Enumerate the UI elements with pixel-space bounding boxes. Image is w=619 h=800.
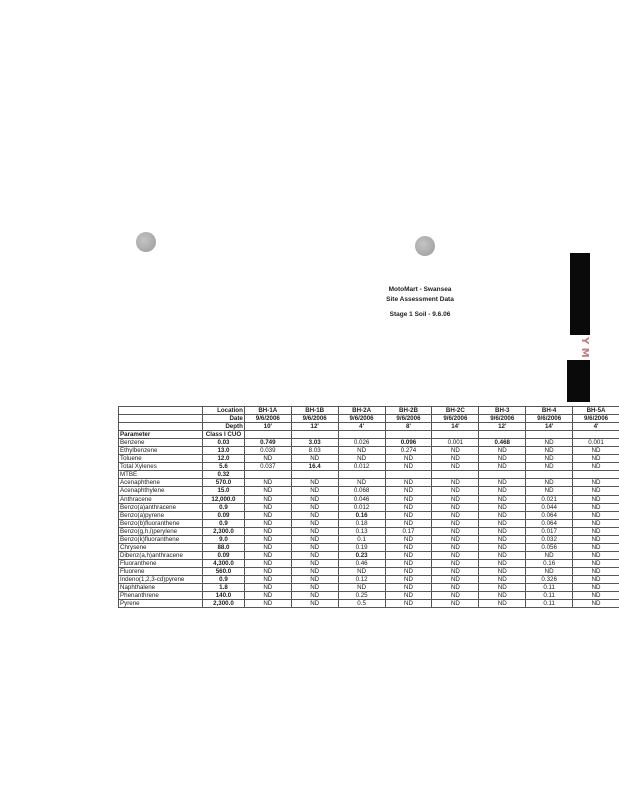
table-row (119, 447, 619, 455)
header-label: Location (203, 407, 245, 415)
data-cell: ND (432, 575, 479, 583)
data-cell: ND (432, 543, 479, 551)
header-cell: 9/6/2006 (244, 415, 291, 423)
data-cell: ND (291, 519, 338, 527)
table-row (119, 511, 619, 519)
data-cell: ND (432, 559, 479, 567)
header-cell: 12' (479, 423, 526, 431)
data-cell: ND (479, 447, 526, 455)
data-cell: ND (432, 463, 479, 471)
blank-cell (291, 431, 338, 439)
data-cell: ND (385, 455, 432, 463)
header-cell: BH-4 (526, 407, 573, 415)
data-cell: 0.001 (432, 439, 479, 447)
header-blank (119, 423, 203, 431)
table-row (119, 471, 619, 479)
header-cell: BH-2C (432, 407, 479, 415)
parameter-name: Total Xylenes (119, 463, 203, 471)
blank-cell (338, 431, 385, 439)
class-limit: 12.0 (203, 455, 245, 463)
data-cell: 0.037 (244, 463, 291, 471)
parameter-name: Fluoranthene (119, 559, 203, 567)
header-cell: 12' (291, 423, 338, 431)
data-cell: 0.46 (338, 559, 385, 567)
margin-stamp: Y M (579, 337, 590, 358)
data-cell: 0.17 (385, 527, 432, 535)
data-cell: ND (526, 455, 573, 463)
table-row (119, 551, 619, 559)
table-row (119, 575, 619, 583)
data-cell: 0.044 (526, 503, 573, 511)
data-cell: 16.4 (291, 463, 338, 471)
parameter-name: Pyrene (119, 600, 203, 608)
data-cell: ND (573, 487, 619, 495)
data-cell: ND (432, 600, 479, 608)
class-limit: 0.9 (203, 503, 245, 511)
data-cell: 3.03 (291, 439, 338, 447)
data-cell: ND (573, 584, 619, 592)
class-limit: 0.03 (203, 439, 245, 447)
data-cell: ND (244, 567, 291, 575)
parameter-name: Toluene (119, 455, 203, 463)
data-cell: 0.056 (526, 543, 573, 551)
data-cell: ND (573, 559, 619, 567)
data-cell: ND (432, 584, 479, 592)
data-cell: 0.039 (244, 447, 291, 455)
data-cell: 0.11 (526, 592, 573, 600)
data-cell: ND (244, 584, 291, 592)
data-cell: 0.021 (526, 495, 573, 503)
blank-cell (432, 431, 479, 439)
data-cell: 0.064 (526, 519, 573, 527)
parameter-name: Phenanthrene (119, 592, 203, 600)
data-cell: ND (338, 447, 385, 455)
stage-line: Stage 1 Soil - 9.6.06 (389, 311, 451, 318)
data-cell: ND (479, 551, 526, 559)
header-blank (119, 407, 203, 415)
class-limit: 2,300.0 (203, 527, 245, 535)
data-cell: 0.749 (244, 439, 291, 447)
data-cell: ND (479, 543, 526, 551)
data-cell: ND (385, 487, 432, 495)
data-cell: ND (385, 479, 432, 487)
data-cell: ND (573, 551, 619, 559)
data-cell: ND (479, 455, 526, 463)
data-cell: ND (573, 527, 619, 535)
table-row (119, 559, 619, 567)
parameter-name: Acenaphthene (119, 479, 203, 487)
data-cell: ND (291, 527, 338, 535)
data-cell: ND (573, 455, 619, 463)
parameter-name: Benzo(b)fluoranthene (119, 519, 203, 527)
table-row (119, 479, 619, 487)
data-cell: ND (385, 519, 432, 527)
header-cell: BH-5A (573, 407, 619, 415)
table-row (119, 592, 619, 600)
header-cell: BH-1B (291, 407, 338, 415)
data-cell: ND (526, 551, 573, 559)
data-cell: ND (479, 559, 526, 567)
data-cell: ND (573, 479, 619, 487)
data-cell: ND (526, 567, 573, 575)
header-cell: 10' (244, 423, 291, 431)
data-cell: ND (573, 447, 619, 455)
header-cell: 9/6/2006 (526, 415, 573, 423)
data-cell: ND (244, 559, 291, 567)
data-cell: ND (385, 600, 432, 608)
data-cell: ND (573, 567, 619, 575)
data-cell: ND (291, 503, 338, 511)
table-row (119, 487, 619, 495)
parameter-name: Benzo(a)anthracene (119, 503, 203, 511)
data-cell: 0.274 (385, 447, 432, 455)
table-row (119, 600, 619, 608)
data-cell: ND (244, 519, 291, 527)
data-cell: 0.13 (338, 527, 385, 535)
data-cell: ND (573, 519, 619, 527)
header-cell: 9/6/2006 (385, 415, 432, 423)
data-cell: ND (244, 479, 291, 487)
data-cell: ND (291, 495, 338, 503)
parameter-name: MTBE (119, 471, 203, 479)
data-cell: ND (385, 495, 432, 503)
data-cell: ND (244, 600, 291, 608)
data-cell: ND (479, 503, 526, 511)
data-cell: ND (573, 511, 619, 519)
header-cell: BH-2A (338, 407, 385, 415)
class-limit: 0.9 (203, 519, 245, 527)
class-limit: 1.8 (203, 584, 245, 592)
data-cell: ND (291, 567, 338, 575)
data-cell: ND (479, 527, 526, 535)
header-cell: BH-1A (244, 407, 291, 415)
title-line: MotoMart - Swansea (388, 286, 452, 293)
data-cell: ND (291, 600, 338, 608)
data-cell: ND (291, 487, 338, 495)
data-cell: 0.468 (479, 439, 526, 447)
parameter-header: Parameter (119, 431, 203, 439)
data-cell: ND (338, 567, 385, 575)
redaction-bar-top (570, 253, 590, 335)
parameter-name: Indeno(1,2,3-cd)pyrene (119, 575, 203, 583)
parameter-name: Anthracene (119, 495, 203, 503)
blank-cell (385, 431, 432, 439)
data-cell: 0.032 (526, 535, 573, 543)
table-row (119, 543, 619, 551)
data-cell: ND (338, 455, 385, 463)
parameter-name: Dibenz(a,h)anthracene (119, 551, 203, 559)
data-cell: ND (479, 463, 526, 471)
data-cell: ND (291, 543, 338, 551)
header-cell: 4' (338, 423, 385, 431)
data-cell: 0.012 (338, 503, 385, 511)
data-cell: ND (479, 519, 526, 527)
data-cell: ND (291, 455, 338, 463)
table-row (119, 439, 619, 447)
data-cell: ND (479, 600, 526, 608)
data-cell: ND (479, 584, 526, 592)
data-cell: 0.012 (338, 463, 385, 471)
data-cell: ND (338, 584, 385, 592)
data-cell: ND (244, 527, 291, 535)
data-cell: ND (291, 592, 338, 600)
header-cell: 9/6/2006 (432, 415, 479, 423)
data-cell: 0.11 (526, 600, 573, 608)
parameter-name: Naphthalene (119, 584, 203, 592)
data-cell: ND (573, 592, 619, 600)
data-cell: 0.11 (526, 584, 573, 592)
data-cell (385, 471, 432, 479)
data-cell: ND (385, 543, 432, 551)
data-cell: ND (526, 439, 573, 447)
class-limit: 2,300.0 (203, 600, 245, 608)
data-cell: 0.017 (526, 527, 573, 535)
data-cell: 0.068 (338, 487, 385, 495)
data-cell: ND (291, 584, 338, 592)
data-cell: ND (338, 479, 385, 487)
parameter-name: Ethylbenzene (119, 447, 203, 455)
blank-cell (479, 431, 526, 439)
data-cell: ND (573, 600, 619, 608)
data-cell: ND (432, 495, 479, 503)
parameter-name: Fluorene (119, 567, 203, 575)
class-limit: 4,300.0 (203, 559, 245, 567)
data-cell: 0.1 (338, 535, 385, 543)
data-cell: ND (385, 463, 432, 471)
data-cell: ND (479, 535, 526, 543)
header-row (119, 423, 619, 431)
data-cell: ND (385, 511, 432, 519)
class-limit: 15.0 (203, 487, 245, 495)
punch-hole-left (136, 232, 156, 252)
data-cell: ND (432, 567, 479, 575)
data-cell: ND (385, 567, 432, 575)
header-cell: 9/6/2006 (338, 415, 385, 423)
data-cell: ND (479, 495, 526, 503)
parameter-name: Benzene (119, 439, 203, 447)
class-limit: 5.6 (203, 463, 245, 471)
class-limit: 0.32 (203, 471, 245, 479)
header-cell: BH-2B (385, 407, 432, 415)
data-cell: ND (479, 575, 526, 583)
parameter-name: Benzo(g,h,i)perylene (119, 527, 203, 535)
table-row (119, 455, 619, 463)
data-cell: ND (573, 575, 619, 583)
data-cell: ND (385, 592, 432, 600)
class-limit: 140.0 (203, 592, 245, 600)
data-cell: ND (244, 551, 291, 559)
data-cell: 0.096 (385, 439, 432, 447)
data-cell: ND (479, 511, 526, 519)
class-limit: 0.09 (203, 551, 245, 559)
punch-hole-right (415, 236, 435, 256)
subtitle-line: Site Assessment Data (386, 296, 454, 303)
data-cell: ND (479, 479, 526, 487)
data-cell: ND (385, 551, 432, 559)
data-cell (573, 471, 619, 479)
data-cell (244, 471, 291, 479)
data-cell: ND (291, 511, 338, 519)
data-cell: ND (432, 535, 479, 543)
class-limit: 13.0 (203, 447, 245, 455)
data-cell: ND (244, 535, 291, 543)
data-cell: 0.064 (526, 511, 573, 519)
data-cell: 0.5 (338, 600, 385, 608)
header-cell: 14' (526, 423, 573, 431)
data-cell: ND (244, 592, 291, 600)
table-row (119, 527, 619, 535)
data-cell: ND (432, 511, 479, 519)
blank-cell (573, 431, 619, 439)
data-cell: ND (291, 479, 338, 487)
data-cell (479, 471, 526, 479)
class-limit: 88.0 (203, 543, 245, 551)
parameter-name: Acenaphthylene (119, 487, 203, 495)
blank-cell (526, 431, 573, 439)
data-cell: 0.046 (338, 495, 385, 503)
header-label: Depth (203, 423, 245, 431)
data-cell: ND (385, 503, 432, 511)
data-cell: ND (244, 511, 291, 519)
header-cell: 8' (385, 423, 432, 431)
table-row (119, 519, 619, 527)
data-cell: ND (244, 455, 291, 463)
data-cell: ND (432, 592, 479, 600)
soil-data-table (118, 406, 619, 608)
parameter-name: Benzo(a)pyrene (119, 511, 203, 519)
data-cell: ND (432, 479, 479, 487)
header-cell: 9/6/2006 (479, 415, 526, 423)
data-cell: ND (385, 584, 432, 592)
data-cell: ND (432, 527, 479, 535)
header-row (119, 407, 619, 415)
table-row (119, 584, 619, 592)
data-cell: ND (526, 487, 573, 495)
data-cell: 0.16 (526, 559, 573, 567)
data-cell: 8.03 (291, 447, 338, 455)
data-cell: ND (526, 447, 573, 455)
data-cell: ND (573, 463, 619, 471)
class-limit: 9.0 (203, 535, 245, 543)
data-cell (526, 471, 573, 479)
data-cell: ND (573, 503, 619, 511)
document-title-block (340, 285, 500, 320)
table-row (119, 503, 619, 511)
data-cell: 0.326 (526, 575, 573, 583)
data-cell: ND (291, 535, 338, 543)
data-cell: ND (573, 495, 619, 503)
data-cell: ND (432, 551, 479, 559)
table-row (119, 535, 619, 543)
data-cell: ND (526, 479, 573, 487)
data-cell: ND (385, 535, 432, 543)
data-cell: ND (479, 592, 526, 600)
header-cell: 4' (573, 423, 619, 431)
data-cell: 0.25 (338, 592, 385, 600)
data-cell (338, 471, 385, 479)
table-row (119, 463, 619, 471)
parameter-header-row (119, 431, 619, 439)
data-cell: ND (432, 447, 479, 455)
data-cell: 0.001 (573, 439, 619, 447)
header-row (119, 415, 619, 423)
data-cell: 0.18 (338, 519, 385, 527)
data-cell: ND (573, 535, 619, 543)
data-cell: 0.026 (338, 439, 385, 447)
redaction-bar-bottom (567, 360, 590, 402)
data-cell: ND (432, 455, 479, 463)
data-cell: ND (291, 551, 338, 559)
data-cell: ND (244, 495, 291, 503)
header-blank (119, 415, 203, 423)
data-cell (432, 471, 479, 479)
table-row (119, 567, 619, 575)
data-cell: 0.23 (338, 551, 385, 559)
header-cell: 9/6/2006 (573, 415, 619, 423)
data-cell (291, 471, 338, 479)
data-cell: 0.19 (338, 543, 385, 551)
data-cell: ND (432, 519, 479, 527)
data-cell: ND (432, 503, 479, 511)
table-row (119, 495, 619, 503)
header-cell: 14' (432, 423, 479, 431)
data-cell: ND (244, 487, 291, 495)
class-limit: 570.0 (203, 479, 245, 487)
blank-cell (244, 431, 291, 439)
class-header: Class I CUO (203, 431, 245, 439)
header-cell: 9/6/2006 (291, 415, 338, 423)
data-cell: ND (526, 463, 573, 471)
header-label: Date (203, 415, 245, 423)
data-cell: ND (291, 575, 338, 583)
data-cell: ND (573, 543, 619, 551)
data-cell: ND (432, 487, 479, 495)
parameter-name: Chrysene (119, 543, 203, 551)
class-limit: 560.0 (203, 567, 245, 575)
data-cell: ND (244, 575, 291, 583)
data-cell: ND (385, 559, 432, 567)
data-cell: ND (244, 543, 291, 551)
data-cell: ND (479, 487, 526, 495)
data-cell: 0.12 (338, 575, 385, 583)
data-cell: ND (479, 567, 526, 575)
header-cell: BH-3 (479, 407, 526, 415)
data-cell: ND (291, 559, 338, 567)
data-cell: ND (385, 575, 432, 583)
data-cell: ND (244, 503, 291, 511)
parameter-name: Benzo(k)fluoranthene (119, 535, 203, 543)
data-cell: 0.16 (338, 511, 385, 519)
class-limit: 0.9 (203, 575, 245, 583)
class-limit: 12,000.0 (203, 495, 245, 503)
class-limit: 0.09 (203, 511, 245, 519)
